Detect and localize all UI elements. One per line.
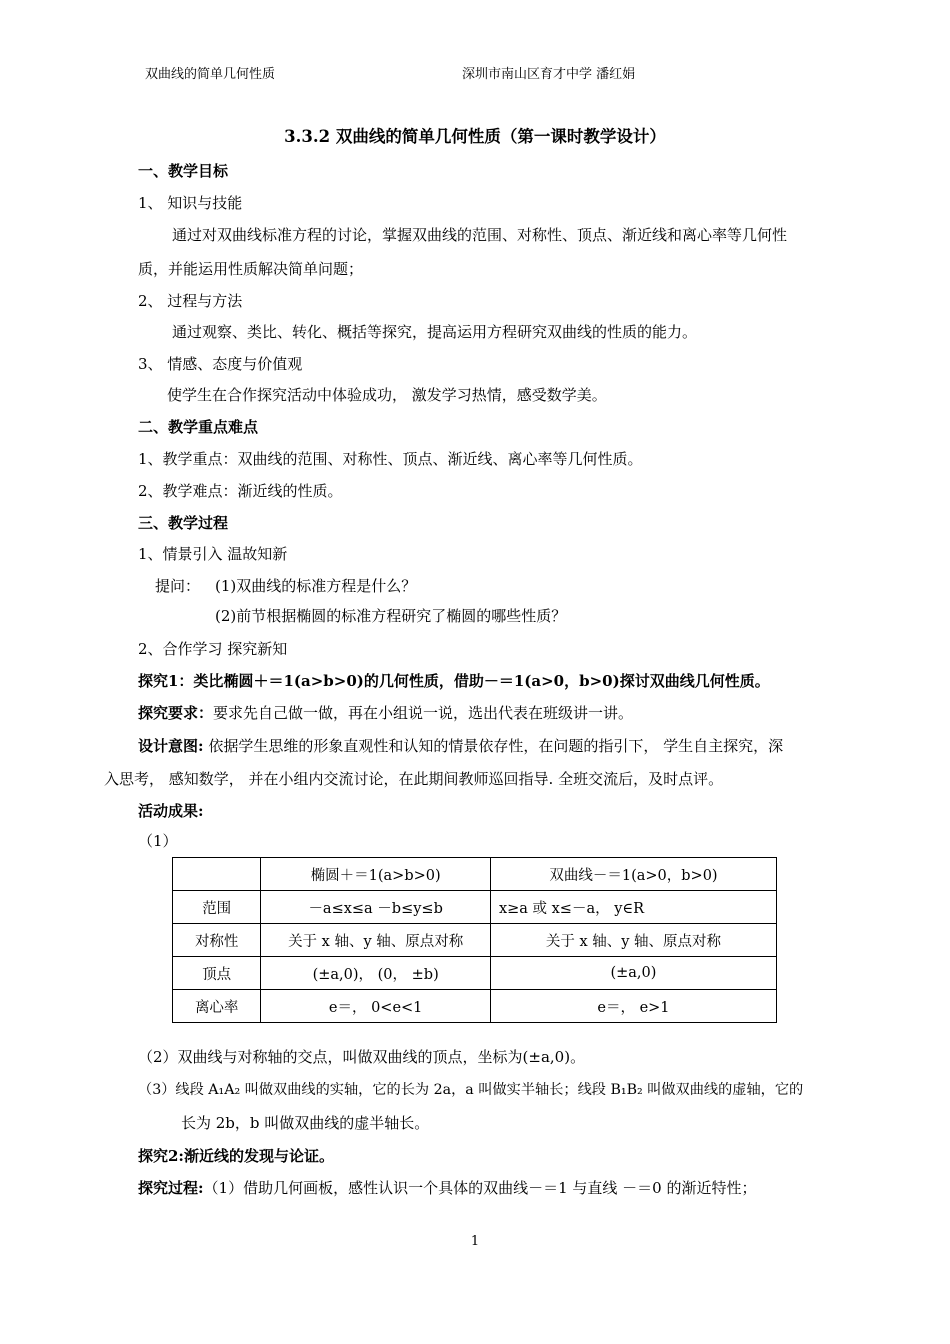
table-cell: (±a,0) bbox=[490, 957, 776, 990]
result-3-a: （3）线段 A₁A₂ 叫做双曲线的实轴，它的长为 2a，a 叫做实半轴长；线段 B₁B₂ 叫做双曲线的虚轴，它的 bbox=[138, 1082, 804, 1098]
table-cell: x≥a 或 x≤－a， y∈R bbox=[490, 891, 776, 924]
section-heading-goals: 一、教学目标 bbox=[138, 162, 229, 180]
key-point: 1、教学重点：双曲线的范围、对称性、顶点、渐近线、离心率等几何性质。 bbox=[138, 450, 643, 468]
goal-item-1: 1、 知识与技能 bbox=[138, 194, 243, 212]
requirement-label: 探究要求： bbox=[138, 704, 214, 722]
explore-process bbox=[138, 1178, 757, 1198]
process-text: （1）借助几何画板，感性认识一个具体的双曲线－＝1 与直线 －＝0 的渐近特性； bbox=[203, 1179, 757, 1197]
table-row bbox=[173, 957, 777, 990]
table-cell: (±a,0)， (0， ±b) bbox=[261, 957, 491, 990]
page-number: 1 bbox=[470, 1234, 480, 1249]
difficult-point: 2、教学难点：渐近线的性质。 bbox=[138, 482, 343, 500]
goal-item-3-text: 使学生在合作探究活动中体验成功， 激发学习热情，感受数学美。 bbox=[167, 386, 607, 404]
design-intent-label: 设计意图: bbox=[138, 737, 204, 755]
table-row bbox=[173, 924, 777, 957]
goal-item-1-text-b: 质，并能运用性质解决简单问题； bbox=[138, 260, 364, 278]
question-2: (2)前节根据椭圆的标准方程研究了椭圆的哪些性质？ bbox=[215, 607, 567, 625]
table-cell: －a≤x≤a －b≤y≤b bbox=[261, 891, 491, 924]
explore-1: 探究1：类比椭圆＋＝1(a>b>0)的几何性质，借助－＝1(a>0，b>0)探讨双曲线几何性质。 bbox=[138, 672, 770, 690]
table-cell: 对称性 bbox=[173, 924, 261, 957]
header-right: 深圳市南山区育才中学 潘红娟 bbox=[462, 67, 636, 82]
design-intent-text-b: 入思考， 感知数学， 并在小组内交流讨论，在此期间教师巡回指导. 全班交流后，及时点评。 bbox=[104, 770, 724, 788]
section-heading-key-points: 二、教学重点难点 bbox=[138, 418, 259, 436]
table-cell: e＝， e>1 bbox=[490, 990, 776, 1023]
process-label: 探究过程: bbox=[138, 1179, 204, 1197]
table-cell: 顶点 bbox=[173, 957, 261, 990]
table-header-cell bbox=[173, 858, 261, 891]
table-header-cell: 双曲线－＝1(a>0，b>0) bbox=[490, 858, 776, 891]
table-cell: 离心率 bbox=[173, 990, 261, 1023]
table-row bbox=[173, 990, 777, 1023]
result-3-b: 长为 2b，b 叫做双曲线的虚半轴长。 bbox=[181, 1114, 430, 1132]
explore-requirement bbox=[138, 703, 633, 723]
properties-table bbox=[172, 857, 777, 1023]
design-intent bbox=[138, 736, 783, 756]
requirement-text: 要求先自己做一做，再在小组说一说，选出代表在班级讲一讲。 bbox=[213, 704, 634, 722]
table-cell: 关于 x 轴、y 轴、原点对称 bbox=[261, 924, 491, 957]
design-intent-text-a: 依据学生思维的形象直观性和认知的情景依存性，在问题的指引下， 学生自主探究，深 bbox=[203, 737, 784, 755]
section-heading-process: 三、教学过程 bbox=[138, 514, 229, 532]
document-title: 3.3.2 双曲线的简单几何性质（第一课时教学设计） bbox=[284, 127, 666, 146]
table-cell: e＝， 0<e<1 bbox=[261, 990, 491, 1023]
goal-item-2-text: 通过观察、类比、转化、概括等探究，提高运用方程研究双曲线的性质的能力。 bbox=[172, 323, 698, 341]
table-cell: 范围 bbox=[173, 891, 261, 924]
table-header-cell: 椭圆＋＝1(a>b>0) bbox=[261, 858, 491, 891]
table-header-row bbox=[173, 858, 777, 891]
goal-item-3: 3、 情感、态度与价值观 bbox=[138, 355, 303, 373]
table-cell: 关于 x 轴、y 轴、原点对称 bbox=[490, 924, 776, 957]
result-2: （2）双曲线与对称轴的交点，叫做双曲线的顶点，坐标为(±a,0)。 bbox=[138, 1048, 586, 1066]
table-row bbox=[173, 891, 777, 924]
activity-results-label: 活动成果: bbox=[138, 802, 204, 820]
question-label: 提问： bbox=[155, 577, 201, 595]
process-step-2: 2、合作学习 探究新知 bbox=[138, 640, 288, 658]
header-left: 双曲线的简单几何性质 bbox=[145, 67, 276, 82]
process-step-1: 1、情景引入 温故知新 bbox=[138, 545, 288, 563]
goal-item-1-text-a: 通过对双曲线标准方程的讨论，掌握双曲线的范围、对称性、顶点、渐近线和离心率等几何性 bbox=[172, 226, 788, 244]
question-1: (1)双曲线的标准方程是什么？ bbox=[215, 577, 417, 595]
result-1-label: （1） bbox=[138, 832, 178, 850]
explore-2: 探究2:渐近线的发现与论证。 bbox=[138, 1147, 334, 1165]
goal-item-2: 2、 过程与方法 bbox=[138, 292, 243, 310]
